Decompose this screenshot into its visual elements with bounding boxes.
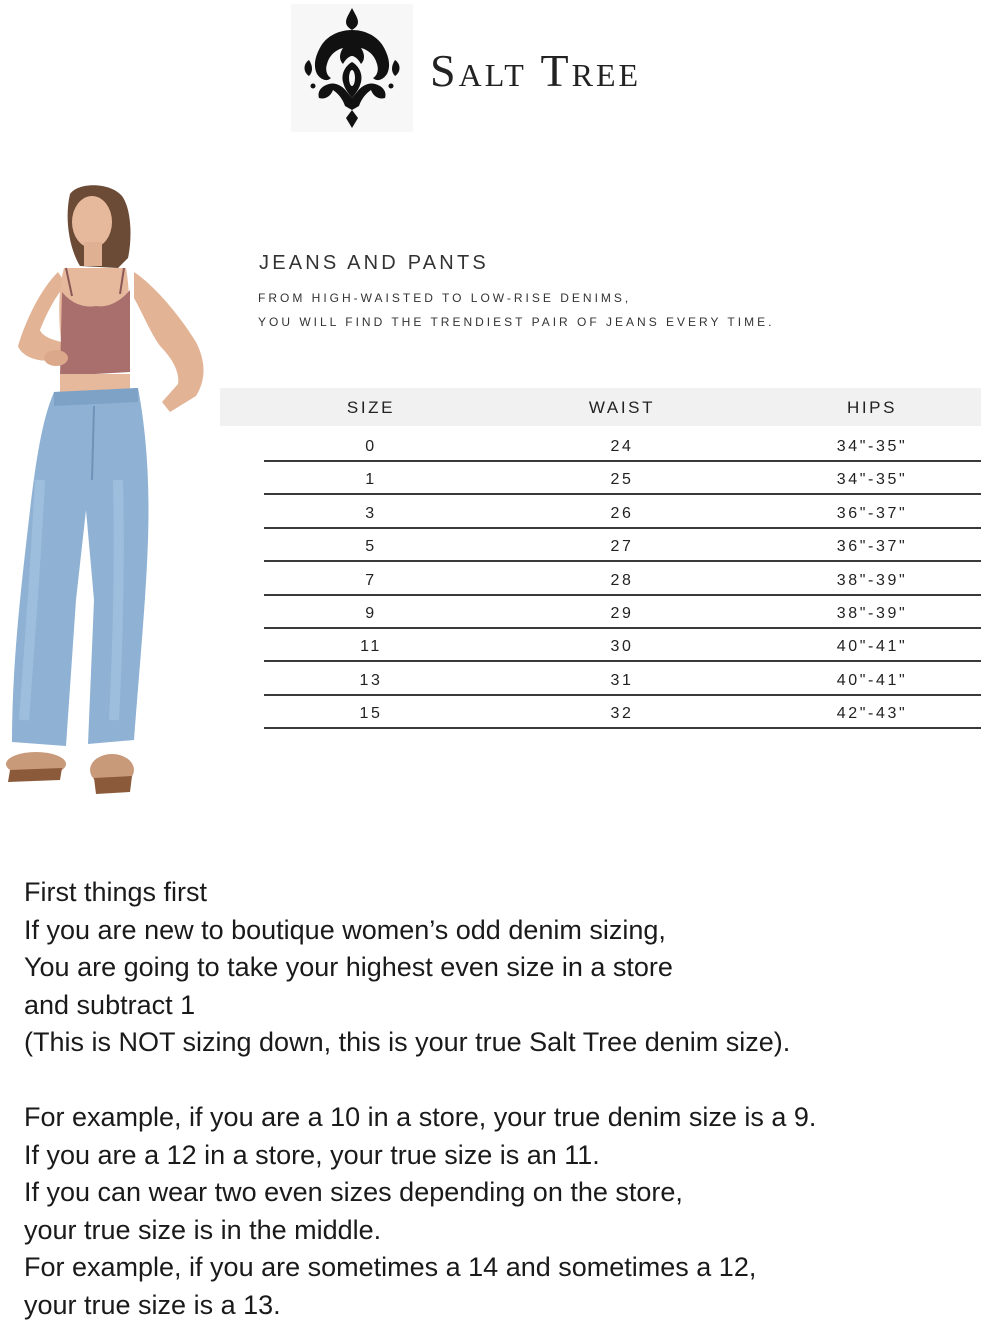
hips-cell: 40"-41" — [836, 671, 908, 689]
table-row-divider — [264, 727, 981, 729]
table-row-divider — [264, 527, 981, 529]
note-line: If you can wear two even sizes depending on the store, — [24, 1177, 683, 1207]
note-line: (This is NOT sizing down, this is your true Salt Tree denim size). — [24, 1027, 791, 1057]
note-line: First things first — [24, 877, 208, 907]
table-row-divider — [264, 493, 981, 495]
note-line: and subtract 1 — [24, 989, 196, 1020]
size-cell: 9 — [365, 605, 377, 622]
size-cell: 3 — [365, 504, 377, 522]
waist-cell: 27 — [610, 538, 634, 556]
waist-cell: 30 — [610, 638, 634, 656]
note-line: For example, if you are sometimes a 14 and sometimes a 12, — [24, 1252, 757, 1282]
size-cell: 15 — [359, 705, 383, 723]
hips-cell: 42"-43" — [836, 705, 908, 723]
size-cell: 7 — [365, 571, 377, 589]
chart-title: JEANS AND PANTS — [259, 252, 489, 274]
note-line: If you are a 12 in a store, your true size is an 11. — [24, 1139, 600, 1170]
size-cell: 11 — [360, 638, 382, 656]
chart-subtitle-line: YOU WILL FIND THE TRENDIEST PAIR OF JEANS EVERY TIME. — [258, 315, 775, 329]
damask-ornament-icon — [299, 6, 405, 130]
table-row-divider — [264, 627, 981, 629]
paragraph-gap — [24, 1062, 964, 1100]
brand-logo — [291, 4, 413, 132]
size-cell: 5 — [365, 538, 377, 556]
waist-cell: 28 — [610, 571, 634, 589]
waist-cell: 26 — [610, 504, 634, 522]
waist-cell: 25 — [610, 471, 634, 489]
note-line: You are going to take your highest even size in a store — [24, 952, 673, 982]
column-header-hips: HIPS — [846, 398, 898, 417]
size-cell: 13 — [359, 671, 383, 689]
column-header-size: SIZE — [346, 398, 396, 417]
note-line: your true size is a 13. — [24, 1289, 281, 1320]
size-cell: 0 — [365, 438, 377, 455]
hips-cell: 36"-37" — [836, 504, 908, 522]
chart-subtitle-line: FROM HIGH-WAISTED TO LOW-RISE DENIMS, — [258, 291, 632, 305]
waist-cell: 32 — [610, 705, 634, 723]
waist-cell: 31 — [610, 671, 634, 689]
note-line: For example, if you are a 10 in a store, your true denim size is a 9. — [24, 1102, 817, 1132]
waist-cell: 24 — [610, 438, 634, 455]
column-header-waist: WAIST — [588, 398, 656, 417]
table-row-divider — [264, 594, 981, 596]
hips-cell: 34"-35" — [836, 471, 908, 489]
size-cell: 1 — [365, 471, 377, 489]
sizing-notes — [24, 874, 964, 1324]
note-line: If you are new to boutique women’s odd denim sizing, — [24, 914, 666, 945]
hips-cell: 36"-37" — [836, 538, 908, 556]
table-row-divider — [264, 560, 981, 562]
hips-cell: 34"-35" — [836, 438, 908, 455]
note-line: your true size is in the middle. — [24, 1214, 382, 1245]
table-row-divider — [264, 460, 981, 462]
table-row-divider — [264, 694, 981, 696]
hips-cell: 38"-39" — [836, 605, 908, 622]
hips-cell: 40"-41" — [836, 638, 908, 656]
waist-cell: 29 — [610, 605, 634, 622]
hips-cell: 38"-39" — [836, 571, 908, 589]
brand-name: Salt Tree — [430, 45, 642, 96]
model-photo — [0, 180, 235, 800]
table-row-divider — [264, 660, 981, 662]
